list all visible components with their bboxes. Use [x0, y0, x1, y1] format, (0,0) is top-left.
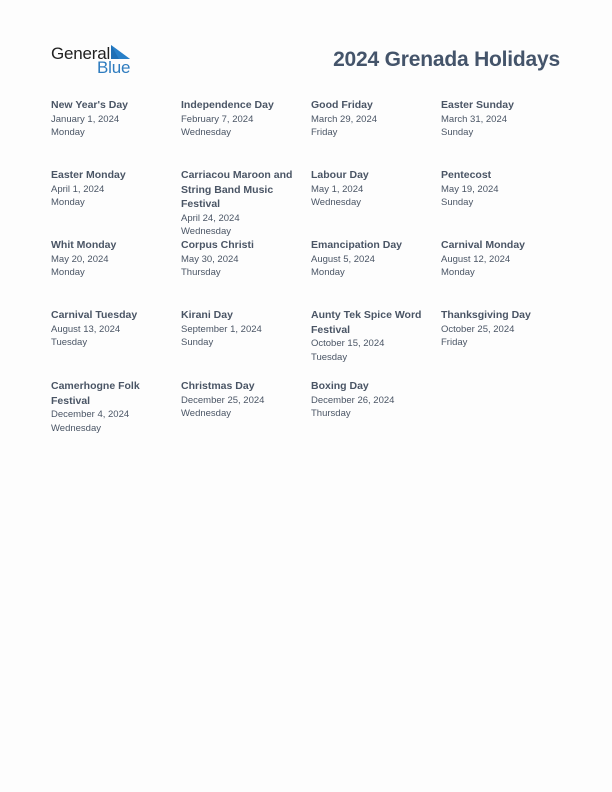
holiday-name: Carnival Monday	[441, 239, 526, 251]
holiday-item	[181, 238, 301, 280]
holiday-name: Easter Monday	[51, 169, 126, 181]
holiday-date: March 31, 2024	[441, 113, 508, 125]
holiday-item	[311, 238, 431, 280]
holiday-name: Kirani Day	[181, 309, 233, 321]
holiday-item	[51, 308, 171, 350]
holiday-name: Camerhogne Folk Festival	[51, 380, 140, 407]
holiday-item	[181, 379, 301, 421]
holiday-date: February 7, 2024	[181, 113, 254, 125]
holiday-weekday: Sunday	[441, 127, 474, 138]
holiday-name: Thanksgiving Day	[441, 309, 531, 321]
holiday-weekday: Wednesday	[181, 226, 231, 237]
holiday-name: Good Friday	[311, 99, 373, 111]
holiday-weekday: Friday	[311, 127, 338, 138]
holiday-date: March 29, 2024	[311, 113, 378, 125]
holiday-item	[181, 98, 301, 140]
holiday-weekday: Sunday	[441, 197, 474, 208]
holiday-item	[311, 168, 431, 210]
holiday-date: August 5, 2024	[311, 253, 375, 265]
holiday-date: August 13, 2024	[51, 323, 121, 335]
holiday-name: Pentecost	[441, 169, 492, 181]
holiday-date: December 25, 2024	[181, 394, 265, 406]
holiday-name: Labour Day	[311, 169, 369, 181]
holiday-name: Easter Sunday	[441, 99, 514, 111]
holiday-weekday: Wednesday	[181, 408, 231, 419]
holiday-item	[441, 308, 561, 350]
holiday-name: Aunty Tek Spice Word Festival	[311, 309, 422, 336]
holiday-date: October 25, 2024	[441, 323, 515, 335]
holiday-weekday: Tuesday	[311, 351, 348, 363]
page-title: 2024 Grenada Holidays	[333, 48, 560, 71]
holiday-weekday: Thursday	[311, 408, 351, 419]
holiday-weekday: Wednesday	[311, 197, 361, 208]
holiday-item	[51, 168, 171, 210]
holiday-item	[181, 308, 301, 350]
holiday-date: May 19, 2024	[441, 183, 499, 195]
holiday-item	[51, 379, 171, 435]
holiday-weekday: Wednesday	[51, 422, 101, 434]
holiday-name: Boxing Day	[311, 380, 369, 392]
holiday-item	[311, 98, 431, 140]
holiday-date: April 1, 2024	[51, 183, 105, 195]
holiday-item	[311, 308, 431, 364]
holiday-name: Independence Day	[181, 99, 274, 111]
holiday-item	[311, 379, 431, 421]
holiday-item	[441, 98, 561, 140]
holiday-weekday: Monday	[51, 127, 85, 138]
holiday-date: December 4, 2024	[51, 409, 130, 420]
holiday-date: May 1, 2024	[311, 183, 364, 195]
holiday-weekday: Thursday	[181, 267, 221, 278]
logo-general-text: General	[51, 44, 111, 63]
holiday-weekday: Monday	[311, 267, 345, 278]
generalblue-logo	[51, 43, 141, 77]
holiday-weekday: Wednesday	[181, 127, 231, 138]
holiday-name: Whit Monday	[51, 239, 117, 251]
holiday-date: December 26, 2024	[311, 394, 395, 406]
holiday-item	[51, 98, 171, 140]
holiday-weekday: Friday	[441, 337, 468, 348]
holiday-weekday: Sunday	[181, 337, 214, 348]
logo-triangle-icon	[111, 45, 130, 59]
holiday-name: Corpus Christi	[181, 239, 254, 251]
holiday-weekday: Monday	[51, 197, 85, 208]
holiday-date: May 20, 2024	[51, 253, 109, 265]
holiday-name: Emancipation Day	[311, 239, 403, 251]
holiday-name: Carnival Tuesday	[51, 309, 138, 321]
holiday-date: October 15, 2024	[311, 338, 385, 349]
logo-blue-text: Blue	[97, 58, 131, 77]
holiday-item	[51, 238, 171, 280]
holiday-weekday: Monday	[441, 267, 475, 278]
holiday-name: New Year's Day	[51, 99, 129, 111]
holiday-item	[441, 238, 561, 280]
holiday-date: April 24, 2024	[181, 212, 240, 224]
holiday-weekday: Monday	[51, 267, 85, 278]
holiday-name: Carriacou Maroon and String Band Music Festival	[181, 169, 293, 210]
holiday-date: May 30, 2024	[181, 253, 239, 265]
holiday-name: Christmas Day	[181, 380, 255, 392]
holiday-item	[181, 168, 301, 239]
holiday-weekday: Tuesday	[51, 337, 88, 348]
holiday-item	[441, 168, 561, 210]
holiday-date: August 12, 2024	[441, 253, 511, 265]
holiday-date: September 1, 2024	[181, 323, 262, 335]
holiday-date: January 1, 2024	[51, 113, 120, 125]
